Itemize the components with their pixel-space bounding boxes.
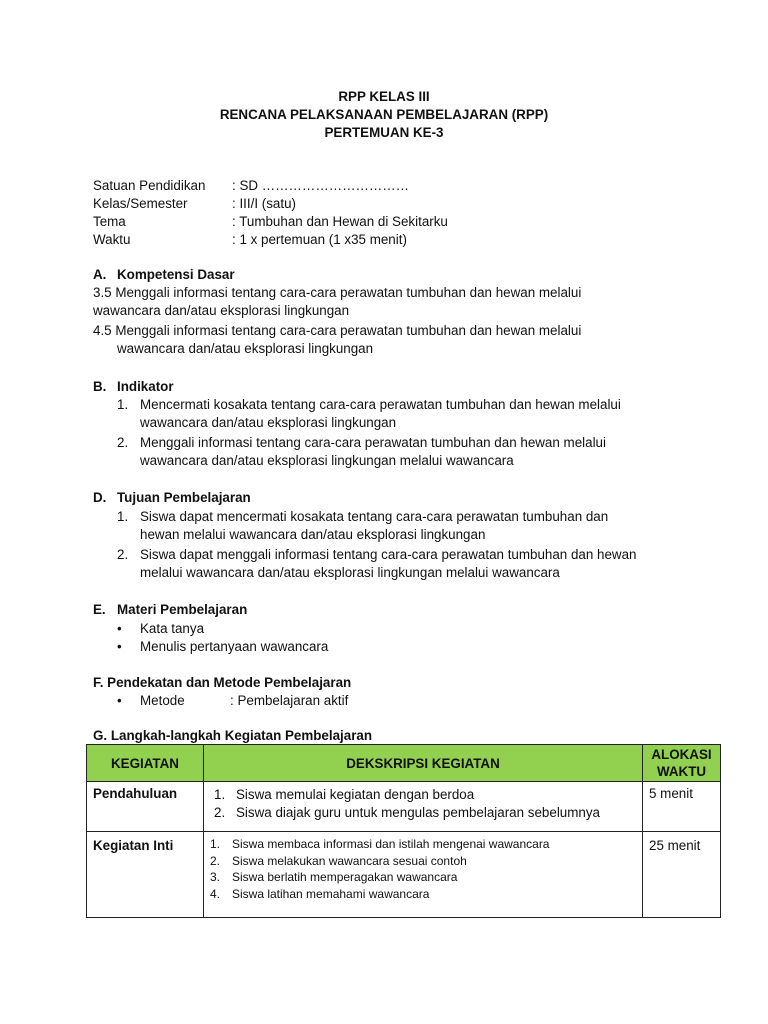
indikator-number: 1. <box>117 397 129 412</box>
list-text: Siswa berlatih memperagakan wawancara <box>232 870 458 884</box>
list-number: 2. <box>214 805 226 820</box>
cell-waktu <box>643 832 721 918</box>
cell-deskripsi <box>204 782 643 832</box>
cell-kegiatan <box>87 782 204 832</box>
list-number: 3. <box>210 870 221 884</box>
materi-item: Menulis pertanyaan wawancara <box>140 639 329 654</box>
kd-item-line: 3.5 Menggali informasi tentang cara-cara perawatan tumbuhan dan hewan melalui <box>93 285 582 300</box>
section-d-letter: D. <box>93 490 107 505</box>
section-d-title: Tujuan Pembelajaran <box>117 490 251 505</box>
waktu-value: 5 menit <box>649 786 693 801</box>
bullet-icon: • <box>117 639 122 654</box>
indikator-line: Menggali informasi tentang cara-cara perawatan tumbuhan dan hewan melalui <box>140 435 606 450</box>
identity-label: Kelas/Semester <box>93 196 188 211</box>
table-row <box>87 832 721 918</box>
metode-label: Metode <box>140 693 185 708</box>
indikator-line: wawancara dan/atau eksplorasi lingkungan melalui wawancara <box>140 453 514 468</box>
table-header-row <box>87 745 721 782</box>
list-text: Siswa diajak guru untuk mengulas pembelajaran sebelumnya <box>236 805 600 820</box>
header-title-3: PERTEMUAN KE-3 <box>324 125 444 140</box>
indikator-number: 2. <box>117 435 129 450</box>
bullet-icon: • <box>117 621 122 636</box>
tujuan-line: hewan melalui wawancara dan/atau eksplorasi lingkungan <box>140 527 486 542</box>
section-e-title: Materi Pembelajaran <box>117 602 248 617</box>
section-a-title: Kompetensi Dasar <box>117 267 235 282</box>
list-text: Siswa latihan memahami wawancara <box>232 886 430 901</box>
kd-item-line: wawancara dan/atau eksplorasi lingkungan <box>93 303 350 318</box>
indikator-line: Mencermati kosakata tentang cara-cara perawatan tumbuhan dan hewan melalui <box>140 397 621 412</box>
tujuan-line: Siswa dapat menggali informasi tentang cara-cara perawatan tumbuhan dan hewan <box>140 547 637 562</box>
materi-item: Kata tanya <box>140 621 205 636</box>
list-item <box>210 836 636 853</box>
list-item <box>210 853 636 870</box>
kegiatan-table <box>86 744 721 918</box>
list-number: 2. <box>210 853 221 868</box>
identity-value: : III/I (satu) <box>232 196 296 211</box>
section-f-title: F. Pendekatan dan Metode Pembelajaran <box>93 675 352 690</box>
list-text: Siswa memulai kegiatan dengan berdoa <box>236 787 475 802</box>
kegiatan-name: Kegiatan Inti <box>93 838 174 853</box>
list-number: 1. <box>214 787 226 802</box>
list-number: 1. <box>210 837 221 851</box>
table-row <box>87 782 721 832</box>
identity-label: Waktu <box>93 232 131 247</box>
cell-waktu <box>643 782 721 832</box>
cell-deskripsi <box>204 832 643 918</box>
section-e-letter: E. <box>93 602 106 617</box>
kd-item-line: 4.5 Menggali informasi tentang cara-cara perawatan tumbuhan dan hewan melalui <box>93 323 582 338</box>
cell-kegiatan <box>87 832 204 918</box>
header-deskripsi: DEKSKRIPSI KEGIATAN <box>204 745 643 782</box>
header-alokasi <box>643 745 721 782</box>
list-text: Siswa membaca informasi dan istilah mengenai wawancara <box>232 837 550 851</box>
tujuan-number: 1. <box>117 509 129 524</box>
list-item <box>210 869 636 886</box>
kd-item-line: wawancara dan/atau eksplorasi lingkungan <box>117 341 374 356</box>
header-alokasi-label: ALOKASI WAKTU <box>651 747 712 779</box>
identity-value: : SD …………………………… <box>232 178 410 193</box>
tujuan-line: melalui wawancara dan/atau eksplorasi lingkungan melalui wawancara <box>140 565 560 580</box>
indikator-line: wawancara dan/atau eksplorasi lingkungan <box>140 415 397 430</box>
section-a-letter: A. <box>93 267 107 282</box>
list-item <box>214 804 636 822</box>
identity-label: Satuan Pendidikan <box>93 178 206 193</box>
header-kegiatan: KEGIATAN <box>87 745 204 782</box>
list-item <box>214 786 636 804</box>
list-number: 4. <box>210 886 221 901</box>
identity-value: : 1 x pertemuan (1 x35 menit) <box>232 232 407 247</box>
list-text: Siswa melakukan wawancara sesuai contoh <box>232 853 467 868</box>
identity-label: Tema <box>93 214 126 229</box>
header-title-1: RPP KELAS III <box>338 89 430 104</box>
identity-value: : Tumbuhan dan Hewan di Sekitarku <box>232 214 448 229</box>
metode-value: : Pembelajaran aktif <box>230 693 349 708</box>
kegiatan-name: Pendahuluan <box>93 786 178 801</box>
section-b-letter: B. <box>93 379 107 394</box>
list-item <box>210 886 636 903</box>
waktu-value: 25 menit <box>649 838 701 853</box>
section-g-title: G. Langkah-langkah Kegiatan Pembelajaran <box>93 728 373 743</box>
tujuan-number: 2. <box>117 547 129 562</box>
section-b-title: Indikator <box>117 379 174 394</box>
bullet-icon: • <box>117 693 122 708</box>
header-title-2: RENCANA PELAKSANAAN PEMBELAJARAN (RPP) <box>219 107 549 122</box>
tujuan-line: Siswa dapat mencermati kosakata tentang cara-cara perawatan tumbuhan dan <box>140 509 609 524</box>
